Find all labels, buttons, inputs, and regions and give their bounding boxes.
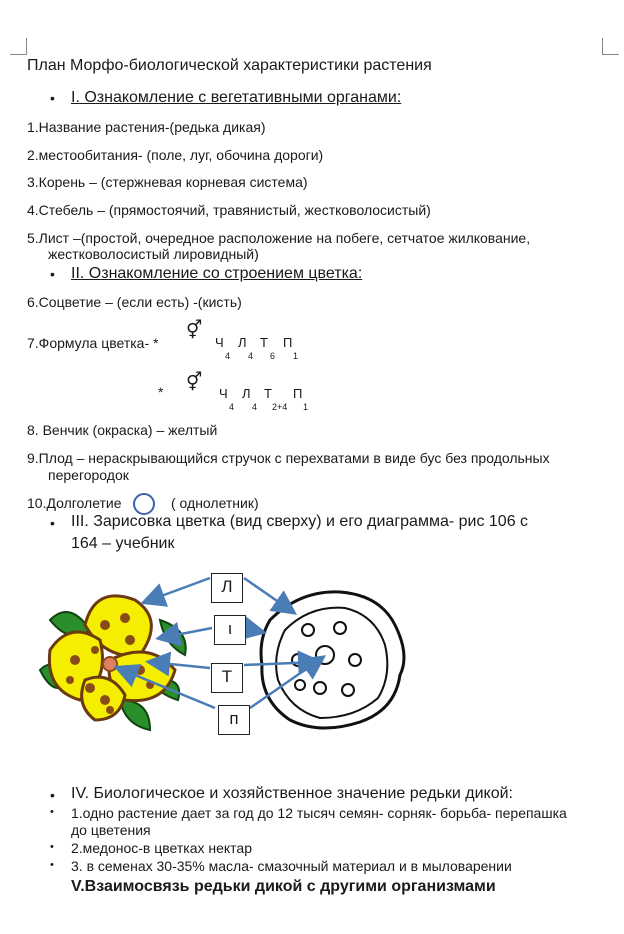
item-3: 3.Корень – (стержневая корневая система)	[27, 174, 308, 190]
formula-1-sub: 1	[293, 351, 299, 361]
bullet: •	[50, 806, 54, 818]
formula-2-sub: 1	[303, 402, 309, 412]
formula-2-letter: П	[293, 386, 303, 401]
page-corner-top-left	[10, 38, 27, 55]
bullet: •	[50, 787, 55, 803]
item-9-line-2: перегородок	[48, 467, 129, 483]
formula-1-letter: Т	[260, 335, 268, 350]
item-8: 8. Венчик (окраска) – желтый	[27, 422, 218, 438]
formula-2-letter: Л	[242, 386, 251, 401]
item-5-line-2: жестковолосистый лировидный)	[48, 246, 259, 262]
formula-2-sub: 4	[229, 402, 235, 412]
diagram-label-stamen: Т	[211, 663, 243, 693]
bullet: •	[50, 266, 55, 282]
bisexual-flower-icon: ⚥	[186, 372, 203, 392]
flower-pistil	[103, 657, 117, 671]
item-5-line-1: 5.Лист –(простой, очередное расположение на побеге, сетчатое жилкование,	[27, 230, 531, 246]
bullet: •	[50, 515, 55, 531]
diagram-label-pistil: п	[218, 705, 250, 735]
formula-2-letter: Т	[264, 386, 272, 401]
formula-2-star: *	[158, 384, 164, 400]
bisexual-flower-icon: ⚥	[186, 320, 203, 340]
formula-1-sub: 6	[270, 351, 276, 361]
section-3-heading-line-1: III. Зарисовка цветка (вид сверху) и его диаграмма- рис 106 с	[71, 513, 529, 530]
formula-1-letter: П	[283, 335, 293, 350]
formula-2-sub: 4	[252, 402, 258, 412]
diagram-label-sepal: ι	[214, 615, 246, 645]
flower-diagram	[261, 592, 404, 728]
bullet: •	[50, 841, 54, 853]
item-1: 1.Название растения-(редька дикая)	[27, 119, 266, 135]
section-2-heading: II. Ознакомление со строением цветка:	[71, 265, 363, 282]
bullet: •	[50, 90, 55, 106]
item-7: 7.Формула цветка- *	[27, 335, 159, 351]
item-10-value: ( однолетник)	[171, 495, 259, 511]
item-10-label: 10.Долголетие	[27, 495, 122, 511]
formula-2-letter: Ч	[219, 386, 228, 401]
page-corner-top-right	[602, 38, 619, 55]
section-4-heading: IV. Биологическое и хозяйственное значение редьки дикой:	[71, 785, 513, 802]
formula-1-letter: Л	[238, 335, 247, 350]
page-title: План Морфо-биологической характеристики растения	[27, 57, 432, 74]
bullet: •	[50, 859, 54, 871]
flower-drawing	[0, 560, 624, 750]
section-1-heading: I. Ознакомление с вегетативными органами:	[71, 89, 402, 106]
significance-item-3: 3. в семенах 30-35% масла- смазочный материал и в мыловарении	[71, 858, 512, 874]
section-3-heading-line-2: 164 – учебник	[71, 535, 175, 552]
item-6: 6.Соцветие – (если есть) -(кисть)	[27, 294, 242, 310]
section-5-heading: V.Взаимосвязь редьки дикой с другими организмами	[71, 878, 496, 895]
item-4: 4.Стебель – (прямостоячий, травянистый, жестковолосистый)	[27, 202, 431, 218]
significance-item-2: 2.медонос-в цветках нектар	[71, 840, 253, 856]
formula-2-sub: 2+4	[272, 402, 288, 412]
annual-plant-circle-icon	[133, 493, 155, 515]
significance-item-1-line-1: 1.одно растение дает за год до 12 тысяч семян- сорняк- борьба- перепашка	[71, 805, 567, 821]
item-9-line-1: 9.Плод – нераскрывающийся стручок с перехватами в виде бус без продольных	[27, 450, 550, 466]
formula-1-sub: 4	[248, 351, 254, 361]
significance-item-1-line-2: до цветения	[71, 822, 151, 838]
formula-1-sub: 4	[225, 351, 231, 361]
formula-1-letter: Ч	[215, 335, 224, 350]
item-2: 2.местообитания- (поле, луг, обочина дороги)	[27, 147, 324, 163]
diagram-label-petal: Л	[211, 573, 243, 603]
